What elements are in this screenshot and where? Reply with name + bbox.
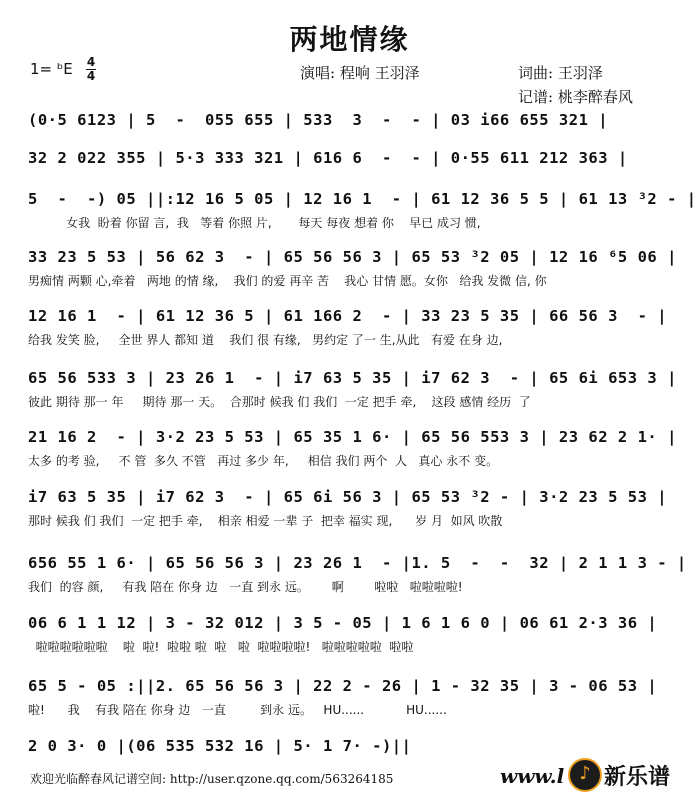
score-system: [0, 487, 699, 543]
page-title: 两地情缘: [289, 23, 410, 56]
notation-line: 5 - -) 05 ||:12 16 5 05 | 12 16 1 - | 61 12 36 5 5 | 61 13 ³2 - |: [28, 190, 697, 208]
time-signature: [86, 57, 96, 82]
notation-line: 32 2 022 355 | 5·3 333 321 | 616 6 - - | 0·55 611 212 363 |: [28, 149, 628, 167]
time-signature-top: 4: [86, 55, 96, 69]
transcriber-credit: 记谱: 桃李醉春风: [518, 88, 633, 106]
notation-line: 65 5 - 05 :||2. 65 56 56 3 | 22 2 - 26 | 1 - 32 35 | 3 - 06 53 |: [28, 677, 658, 695]
key-signature: 1= ᵇE: [30, 60, 73, 78]
score-system: [0, 247, 699, 303]
lyric-line: 女我 盼着 你留 言, 我 等着 你照 片, 每天 每夜 想着 你 早已 成习 惯,: [28, 216, 481, 230]
lyric-line: 那时 候我 们 我们 一定 把手 牵, 相亲 相爱 一辈 子 把幸 福实 现, 岁 月 如风 吹散: [28, 514, 503, 528]
lyric-line: 给我 发笑 脸, 全世 界人 都知 道 我们 很 有缘, 男约定 了一 生,从此 有爱 在身 边,: [28, 333, 503, 347]
score-system: [0, 189, 699, 245]
lyric-line: 我们 的容 颜, 有我 陪在 你身 边 一直 到永 远。 啊 啦啦 啦啦啦啦!: [28, 580, 463, 594]
site-logo-text: 新乐谱: [604, 765, 671, 790]
composer-credit: 词曲: 王羽泽: [518, 64, 603, 82]
music-note-icon: [568, 758, 602, 792]
notation-line: 12 16 1 - | 61 12 36 5 | 61 166 2 - | 33 23 5 35 | 66 56 3 - |: [28, 307, 668, 325]
notation-line: 06 6 1 1 12 | 3 - 32 012 | 3 5 - 05 | 1 6 1 6 0 | 06 61 2·3 36 |: [28, 614, 658, 632]
lyric-line: 啦! 我 有我 陪在 你身 边 一直 到永 远。 HU...... HU......: [28, 703, 447, 717]
visit-link-text[interactable]: 欢迎光临醉春风记谱空间: http://user.qzone.qq.com/563264185: [30, 772, 394, 786]
notation-line: 21 16 2 - | 3·2 23 5 53 | 65 35 1 6· | 65 56 553 3 | 23 62 2 1· |: [28, 428, 677, 446]
notation-line: 33 23 5 53 | 56 62 3 - | 65 56 56 3 | 65 53 ³2 05 | 12 16 ⁶5 06 |: [28, 248, 677, 266]
watermark-url: www.l: [500, 764, 565, 788]
lyric-line: 彼此 期待 那一 年 期待 那一 天。 合那时 候我 们 我们 一定 把手 牵, 这段 感情 经历 了: [28, 395, 531, 409]
score-system: [0, 427, 699, 483]
notation-line: i7 63 5 35 | i7 62 3 - | 65 6i 56 3 | 65 53 ³2 - | 3·2 23 5 53 |: [28, 488, 668, 506]
score-system: [0, 306, 699, 362]
singer-credit: 演唱: 程响 王羽泽: [300, 64, 420, 82]
score-system: [0, 368, 699, 424]
score-system: [0, 553, 699, 609]
time-signature-bottom: 4: [86, 69, 96, 83]
lyric-line: 男痴情 两颗 心,牵着 两地 的情 缘, 我们 的爱 再辛 苦 我心 甘情 愿。女你 给我 发微 信, 你: [28, 274, 547, 288]
notation-line: 2 0 3· 0 |(06 535 532 16 | 5· 1 7· -)||: [28, 737, 412, 755]
music-note-glyph: ♪: [579, 763, 591, 784]
notation-line: 65 56 533 3 | 23 26 1 - | i7 63 5 35 | i7 62 3 - | 65 6i 653 3 |: [28, 369, 677, 387]
lyric-line: 啦啦啦啦啦啦 啦 啦! 啦啦 啦 啦 啦 啦啦啦啦! 啦啦啦啦啦 啦啦: [28, 640, 414, 654]
notation-line: 656 55 1 6· | 65 56 56 3 | 23 26 1 - |1. 5 - - 32 | 2 1 1 3 - |: [28, 554, 687, 572]
score-system: [0, 676, 699, 732]
notation-line: (0·5 6123 | 5 - 055 655 | 533 3 - - | 03 i66 655 321 |: [28, 111, 609, 129]
lyric-line: 太多 的考 验, 不 管 多久 不管 再过 多少 年, 相信 我们 两个 人 真心 永不 变。: [28, 454, 499, 468]
score-system: [0, 613, 699, 669]
